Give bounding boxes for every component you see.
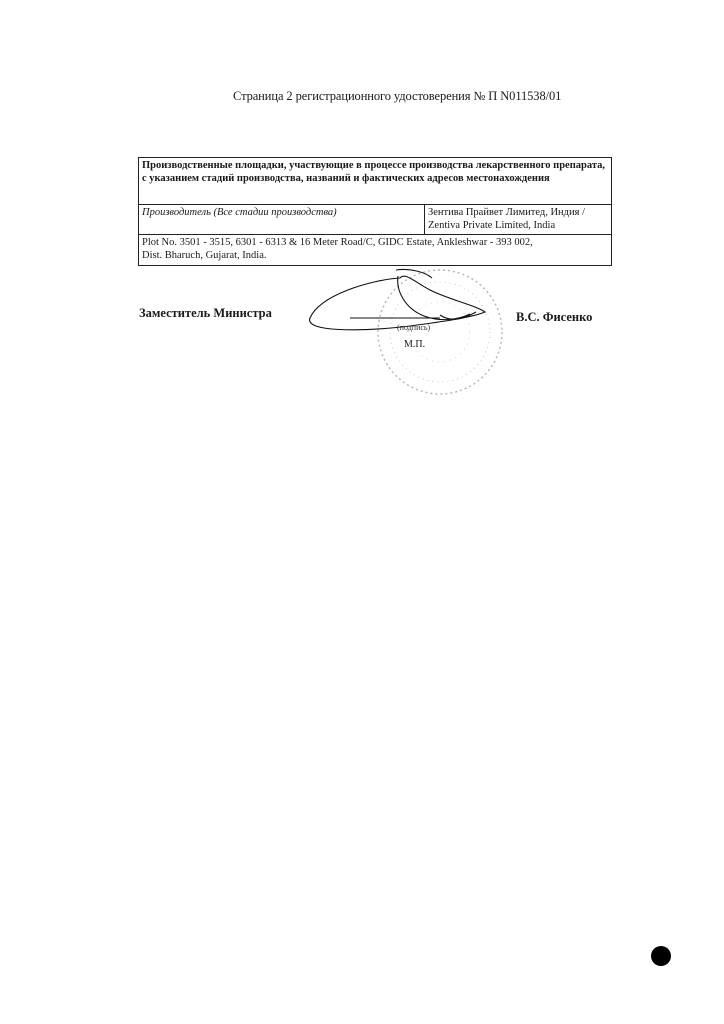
signature-and-stamp — [300, 260, 520, 410]
signature-caption: (подпись) — [397, 323, 431, 332]
stamp-label: М.П. — [404, 339, 426, 350]
table-row — [139, 205, 612, 235]
manufacturer-role-cell: Производитель (Все стадии производства) — [139, 205, 425, 235]
manufacturer-name-ru: Зентива Прайвет Лимитед, Индия / — [428, 207, 585, 218]
manufacturer-name-cell — [425, 205, 612, 235]
handwritten-signature — [310, 269, 485, 329]
table-heading-cell: Производственные площадки, участвующие в процессе производства лекарственного препарата, с указанием стадий производства, названий и фактических адресов местонахождения — [139, 158, 612, 205]
stamp-seal — [378, 270, 502, 394]
signatory-name: В.С. Фисенко — [516, 310, 593, 324]
signatory-position: Заместитель Министра — [139, 306, 272, 320]
address-line-2: Dist. Bharuch, Gujarat, India. — [142, 249, 267, 261]
manufacturer-name-en: Zentiva Private Limited, India — [428, 219, 556, 231]
production-sites-table — [138, 157, 612, 266]
table-row — [139, 158, 612, 205]
address-line-1: Plot No. 3501 - 3515, 6301 - 6313 & 16 Meter Road/C, GIDC Estate, Ankleshwar - 393 002, — [142, 237, 533, 248]
page-marker-dot — [651, 946, 671, 966]
page-header: Страница 2 регистрационного удостоверения № П N011538/01 — [233, 89, 562, 103]
